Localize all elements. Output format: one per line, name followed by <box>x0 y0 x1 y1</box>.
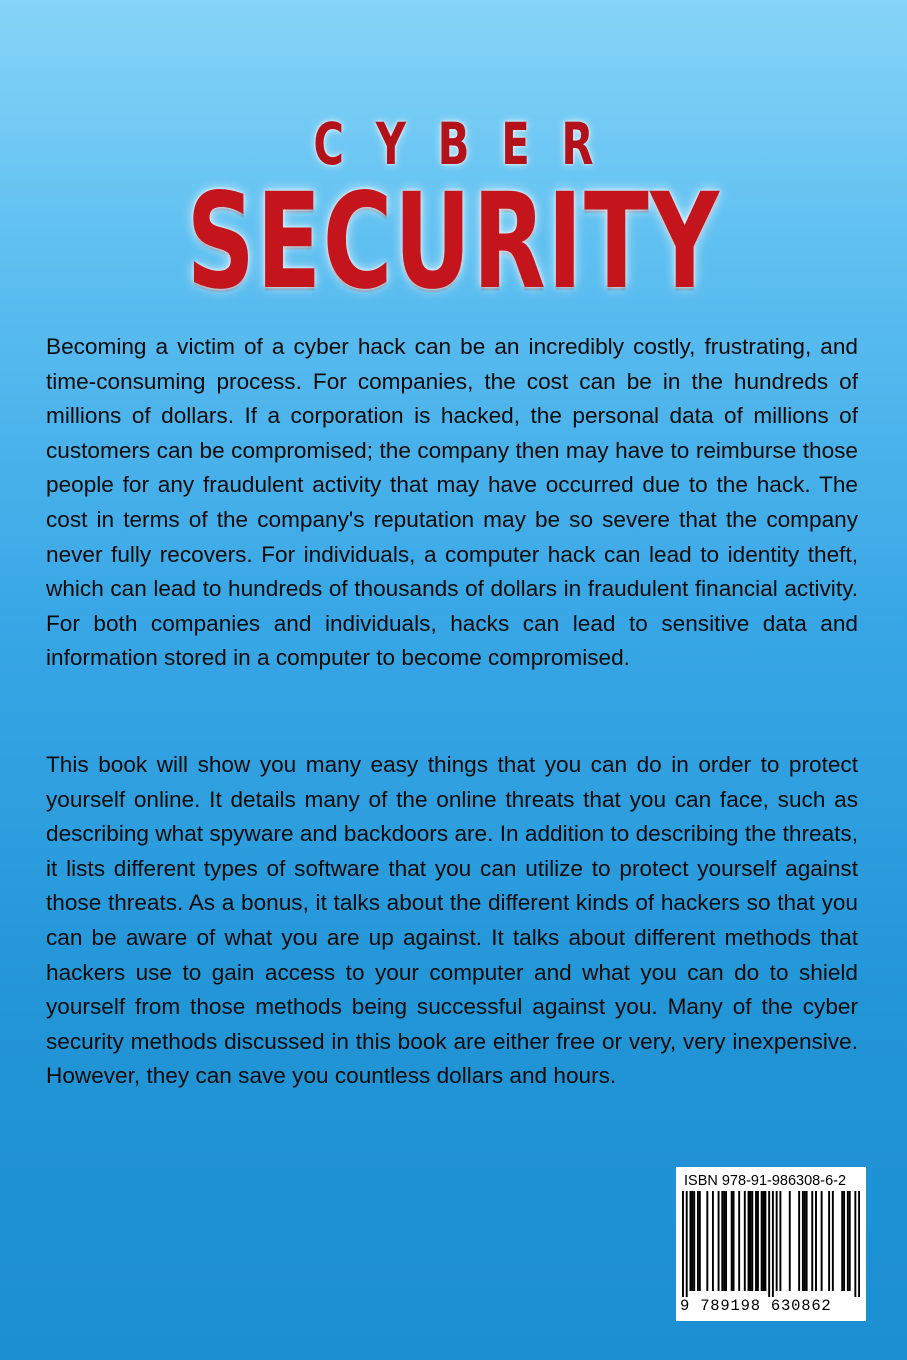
barcode-bar <box>779 1191 781 1291</box>
blurb-paragraph-1: Becoming a victim of a cyber hack can be an incredibly costly, frustrating, and time-consuming process. For companies, the cost can be in the hundreds of millions of dollars. If a corporation is hacked, the personal data of millions of customers can be compromised; the company then may have to reimburse those people for any fraudulent activity that may have occurred due to the hack. The cost in terms of the company's reputation may be so severe that the company never fully recovers. For individuals, a computer hack can lead to identity theft, which can lead to hundreds of thousands of dollars in fraudulent financial activity. For both companies and individuals, hacks can lead to sensitive data and information stored in a computer to become compromised. <box>46 334 858 671</box>
barcode-bar <box>693 1191 695 1291</box>
barcode-bar <box>725 1191 727 1291</box>
barcode-bar <box>712 1191 714 1291</box>
barcode-bar <box>749 1191 751 1291</box>
barcode-bar <box>751 1191 753 1291</box>
barcode-bar <box>832 1191 834 1291</box>
blurb-paragraph-2: This book will show you many easy things that you can do in order to protect yourself online. It details many of the online threats that you can face, such as describing what spyware and backdoors are. In addition to describing the threats, it lists different types of software that you can utilize to protect yourself against those threats. As a bonus, it talks about the different kinds of hackers so that you can be aware of what you are up against. It talks about different methods that hackers use to gain access to your computer and what you can do to shield yourself from those methods being successful against you. Many of the cyber security methods discussed in this book are either free or very, very inexpensive. However, they can save you countless dollars and hours. <box>46 752 858 1089</box>
barcode-bar <box>768 1191 770 1297</box>
barcode-bar <box>755 1191 757 1291</box>
title-security: SECURITY <box>186 165 721 319</box>
barcode-bar <box>731 1191 733 1291</box>
barcode-bar <box>841 1191 843 1291</box>
barcode-bar <box>699 1191 701 1291</box>
barcode-bars <box>682 1191 860 1297</box>
isbn-barcode <box>676 1167 866 1321</box>
barcode-bar <box>764 1191 766 1291</box>
barcode-bar <box>804 1191 806 1291</box>
barcode-bar <box>721 1191 723 1291</box>
barcode-bar <box>738 1191 740 1291</box>
barcode-bar <box>686 1191 688 1297</box>
barcode-bar <box>689 1191 691 1291</box>
barcode-bar <box>776 1191 778 1291</box>
barcode-bar <box>772 1191 774 1297</box>
barcode-bar <box>843 1191 845 1291</box>
barcode-bar <box>789 1191 791 1291</box>
barcode-bar <box>854 1191 856 1297</box>
barcode-bar <box>763 1191 765 1291</box>
barcode-bar <box>858 1191 860 1297</box>
title-cyber: CYBER <box>313 110 626 178</box>
barcode-bar <box>798 1191 800 1291</box>
barcode-bar <box>744 1191 746 1291</box>
barcode-bar <box>821 1191 823 1291</box>
barcode-bar <box>802 1191 804 1291</box>
barcode-bar <box>761 1191 763 1291</box>
barcode-bar <box>723 1191 725 1291</box>
barcode-bar <box>828 1191 830 1291</box>
cover-title <box>0 110 907 319</box>
barcode-bar <box>815 1191 817 1291</box>
barcode-bar <box>757 1191 759 1291</box>
barcode-bar <box>706 1191 708 1291</box>
barcode-bar <box>718 1191 720 1291</box>
barcode-bar <box>697 1191 699 1291</box>
barcode-bar <box>806 1191 808 1291</box>
barcode-bar <box>733 1191 735 1291</box>
barcode-bar <box>748 1191 750 1291</box>
isbn-label: ISBN 978-91-986308-6-2 <box>684 1173 847 1189</box>
barcode-bar <box>691 1191 693 1291</box>
barcode-bar <box>682 1191 684 1297</box>
barcode-bar <box>811 1191 813 1291</box>
barcode-bar <box>849 1191 851 1291</box>
barcode-bar <box>847 1191 849 1291</box>
barcode-digits: 9 789198 630862 <box>680 1297 832 1315</box>
